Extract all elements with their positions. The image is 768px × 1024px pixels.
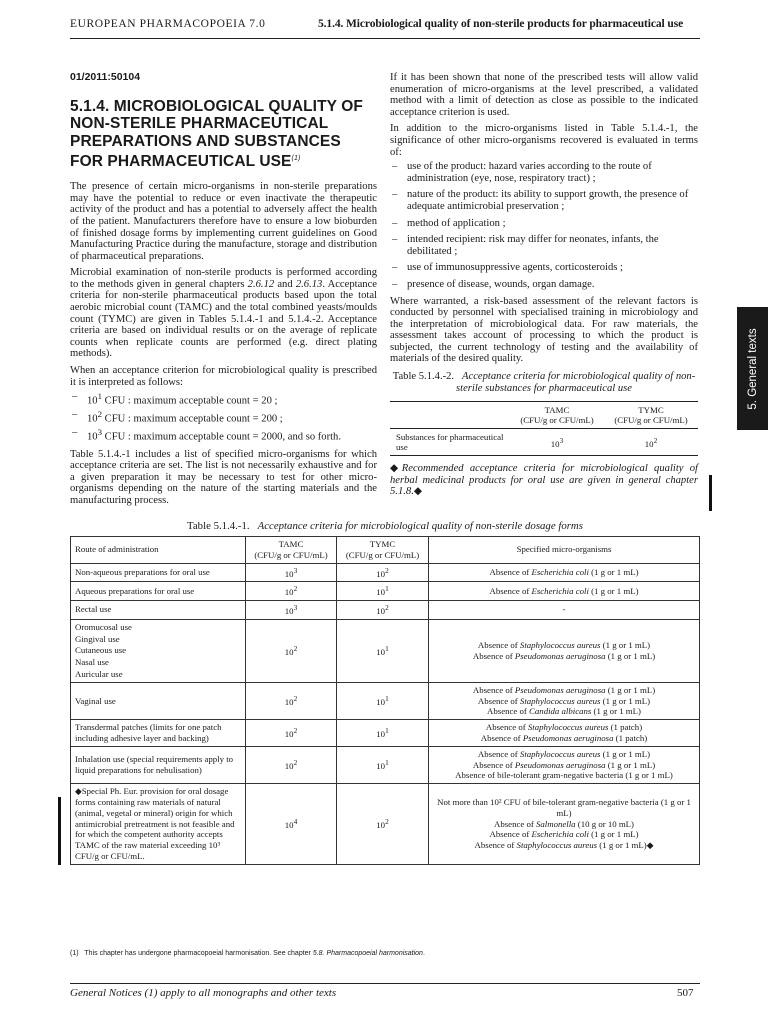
table1-tamc-value-exp: 2 <box>293 694 298 704</box>
table2-tamc-name: TAMC <box>544 405 570 416</box>
table1-tymc-value: $10^1$ <box>337 582 429 601</box>
table1-header-tamc <box>246 537 337 564</box>
table1-row <box>71 563 700 582</box>
specified-organism-line <box>433 749 695 760</box>
table2-caption <box>390 371 698 395</box>
route-line: Cutaneous use <box>75 645 127 656</box>
route-line: Aqueous preparations for oral use <box>75 585 195 596</box>
table1-tymc-value: $10^2$ <box>337 563 429 582</box>
table1-tamc-name: TAMC <box>278 539 304 549</box>
route-line: Oromucosal use <box>75 621 132 632</box>
table1-route-cell <box>71 563 246 582</box>
specified-text: Absence of <box>472 759 515 770</box>
organism-name: Staphylococcus aureus <box>527 722 609 733</box>
table2-substances <box>390 401 698 456</box>
table1-specified-cell <box>429 746 700 783</box>
specified-organism-line <box>433 840 695 851</box>
criterion-exponent: 2 <box>97 409 103 420</box>
table1-tamc-unit: (CFU/g or CFU/mL) <box>254 549 328 560</box>
table2-tamc-exp: 3 <box>559 435 564 445</box>
table1-route-cell <box>71 601 246 620</box>
specified-text: Absence of <box>477 639 520 650</box>
organism-name: Salmonella <box>536 818 576 829</box>
table2-tymc-name: TYMC <box>638 405 664 416</box>
specified-text: Absence of <box>485 722 528 733</box>
route-line: Vaginal use <box>75 695 116 706</box>
specified-text: (1 g or 1 mL) <box>605 650 656 661</box>
table1-header-row <box>71 537 700 564</box>
factor-item: – use of the product: hazard varies according to the route of administration (eye, nose, respiratory tract) ; <box>390 161 698 184</box>
methods-text-a: Microbial examination of non-sterile products is performed according to the methods given in general chapters <box>70 267 377 290</box>
significance-paragraph: In addition to the micro-organisms listed in Table 5.1.4.-1, the significance of other micro-organisms recovered is evaluated in terms of: <box>390 123 698 158</box>
criterion-text: CFU : maximum acceptable count = 2000, and so forth. <box>102 432 342 443</box>
specified-text: (1 g or 1 mL) <box>591 706 641 717</box>
organism-name: Staphylococcus aureus <box>519 695 601 706</box>
table1-route-cell <box>71 682 246 719</box>
table1-specified-cell <box>429 784 700 865</box>
table1-tymc-value-exp: 2 <box>385 565 389 575</box>
table1-body <box>71 563 700 864</box>
specified-text: Absence of bile-tolerant gram-negative bacteria (1 g or 1 mL) <box>455 770 673 781</box>
specified-organism-line <box>433 640 695 651</box>
title-footnote-mark: (1) <box>291 155 301 163</box>
table1-tamc-value-exp: 4 <box>293 817 298 827</box>
table2-tamc-value: $10^3$ <box>550 435 564 449</box>
herbal-recommendation-text: Recommended acceptance criteria for microbiological quality of herbal medicinal products for oral use are given in general chapter 5.1.8. <box>390 463 698 498</box>
table1-header-route: Route of administration <box>71 537 246 564</box>
table1-row <box>71 746 700 783</box>
table1-tymc-value: $10^1$ <box>337 746 429 783</box>
table1-tymc-unit: (CFU/g or CFU/mL) <box>345 549 420 560</box>
table2-tymc-unit: (CFU/g or CFU/mL) <box>614 415 688 426</box>
specified-organism-line <box>433 604 695 615</box>
footer-general-notices: General Notices (1) apply to all monographs and other texts <box>70 987 337 999</box>
organism-name: Pseudomonas aeruginosa <box>514 684 606 695</box>
table1-header-tymc <box>337 537 429 564</box>
table1-tymc-value: $10^2$ <box>337 784 429 865</box>
specified-text: Absence of <box>487 706 530 717</box>
footer-rule <box>70 983 700 984</box>
organism-name: Escherichia coli <box>531 829 589 840</box>
table1-specified-cell <box>429 582 700 601</box>
footnote-chapter-ref: 5.8. Pharmacopoeial harmonisation <box>312 950 423 957</box>
route-line: Auricular use <box>75 668 123 679</box>
organism-name: Staphylococcus aureus <box>516 840 598 851</box>
left-column <box>70 72 377 512</box>
criterion-text: CFU : maximum acceptable count = 20 ; <box>102 395 278 407</box>
specified-text: Absence of <box>489 829 532 840</box>
methods-text-b: and <box>274 278 296 290</box>
running-header-right: 5.1.4. Microbiological quality of non-sterile products for pharmaceutical use <box>318 18 684 30</box>
factor-item: – intended recipient: risk may differ for neonates, infants, the debilitated ; <box>390 234 698 257</box>
specified-text: Absence of <box>474 840 517 851</box>
methods-text-c: . Acceptance criteria for non-sterile pharmaceutical products based upon the total aerobic microbial count (TAMC) and the total combined yeasts/moulds count (TYMC) are given in Tables 5.1.4.-1 and 5.1.4.-2. Acceptance criteria are based on individual results or on the average of replicate counts when replicate counts are performed (e.g. direct plating methods). <box>70 278 377 360</box>
table1-specified-cell <box>429 682 700 719</box>
table1-tamc-value: $10^3$ <box>246 601 337 620</box>
specified-text: Absence of <box>489 567 532 578</box>
criterion-item: – $10^3$ CFU : maximum acceptable count = 2000, and so forth. <box>70 427 377 443</box>
specified-organism-line <box>433 760 695 771</box>
table2-header-blank <box>390 402 510 429</box>
table1-tamc-value: $10^2$ <box>246 619 337 682</box>
specified-text: Absence of <box>493 818 536 829</box>
organism-name: Staphylococcus aureus <box>519 639 601 650</box>
specified-text: Absence of <box>472 650 515 661</box>
table1-dosage-forms <box>70 536 700 865</box>
section-tab-label: 5. General texts <box>746 327 759 410</box>
table1-tymc-value-exp: 2 <box>385 603 389 613</box>
table1-tamc-value: $10^2$ <box>246 746 337 783</box>
risk-assessment-paragraph: Where warranted, a risk-based assessment of the relevant factors is conducted by personnel with specialised training in microbiology and the interpretation of microbiological data. For raw materials, the assessment takes account of processing to which the product is subjected, the current technology of testing and the availability of materials of the desired quality. <box>390 295 698 365</box>
organism-name: Pseudomonas aeruginosa <box>522 732 614 743</box>
specified-text: Absence of <box>477 695 520 706</box>
specified-text: (1 g or 1 mL) <box>605 759 656 770</box>
table1-specified-cell <box>429 601 700 620</box>
route-line: Rectal use <box>75 604 112 615</box>
specified-organism-line <box>433 685 695 696</box>
table1-tamc-value-exp: 2 <box>293 643 298 653</box>
specified-organism-line <box>433 696 695 707</box>
table1-row <box>71 619 700 682</box>
table1-specified-cell <box>429 720 700 747</box>
organism-name: Staphylococcus aureus <box>519 748 601 759</box>
table1-specified-cell <box>429 619 700 682</box>
factor-item: – method of application ; <box>390 218 698 230</box>
table1-route-cell <box>71 784 246 865</box>
page-number: 507 <box>677 987 694 999</box>
table1-specified-cell <box>429 563 700 582</box>
organism-name: Pseudomonas aeruginosa <box>514 759 606 770</box>
factor-item: – presence of disease, wounds, organ damage. <box>390 279 698 291</box>
header-rule <box>70 38 700 39</box>
organism-name: Pseudomonas aeruginosa <box>514 650 606 661</box>
specified-text: (1 patch) <box>613 732 648 743</box>
specified-text: (1 g or 1 mL) <box>588 567 639 578</box>
criterion-exponent: 3 <box>97 427 103 438</box>
organism-name: Escherichia coli <box>531 585 589 596</box>
table2-tamc-unit: (CFU/g or CFU/mL) <box>520 415 594 426</box>
table1-tymc-name: TYMC <box>369 539 396 549</box>
table2-header-tymc <box>604 402 698 429</box>
table1-row <box>71 720 700 747</box>
route-line: Non-aqueous preparations for oral use <box>75 567 210 578</box>
table1-tamc-value: $10^2$ <box>246 582 337 601</box>
specified-organism-line <box>433 567 695 578</box>
section-title <box>70 98 377 172</box>
table2-header-tamc <box>510 402 604 429</box>
table1-row <box>71 601 700 620</box>
table1-row <box>71 582 700 601</box>
table1-caption-text: Acceptance criteria for microbiological quality of non-sterile dosage forms <box>257 520 583 532</box>
specified-text: (10 g or 10 mL) <box>575 818 634 829</box>
criterion-intro-paragraph: When an acceptance criterion for microbiological quality is prescribed it is interpreted as follows: <box>70 365 377 388</box>
table1-tamc-value: $10^4$ <box>246 784 337 865</box>
table1-tamc-value-exp: 2 <box>293 584 298 594</box>
specified-organism-line <box>433 770 695 781</box>
specified-text: (1 g or 1 mL) <box>600 748 651 759</box>
table1-tamc-value: $10^2$ <box>246 720 337 747</box>
section-tab <box>737 307 768 430</box>
methods-paragraph <box>70 267 377 360</box>
running-header-left: EUROPEAN PHARMACOPOEIA 7.0 <box>70 18 266 30</box>
criterion-list <box>70 391 377 443</box>
table1-header-specified: Specified micro-organisms <box>429 537 700 564</box>
table1-tamc-value: $10^2$ <box>246 682 337 719</box>
table1-tamc-value-exp: 3 <box>293 565 298 575</box>
table1-tamc-value-exp: 2 <box>293 726 298 736</box>
table1-caption <box>70 520 700 532</box>
table1-tymc-value-exp: 1 <box>385 758 389 768</box>
criterion-item: – $10^2$ CFU : maximum acceptable count = 200 ; <box>70 409 377 425</box>
route-line: Gingival use <box>75 633 120 644</box>
footnote <box>70 950 425 957</box>
table1-tamc-value-exp: 2 <box>293 758 298 768</box>
organism-name: Candida albicans <box>529 706 592 717</box>
table1-tymc-value: $10^2$ <box>337 601 429 620</box>
chapter-ref-2612: 2.6.12 <box>247 278 275 290</box>
change-bar-left <box>58 797 61 865</box>
table1-tymc-value-exp: 1 <box>385 726 389 736</box>
table2-row <box>390 429 698 456</box>
route-line: Inhalation use (special requirements apply to liquid preparations for nebulisation) <box>75 754 234 775</box>
table2-label: Table 5.1.4.-2. <box>392 371 455 383</box>
monograph-reference: 01/2011:50104 <box>70 71 141 83</box>
specified-organism-line <box>433 706 695 717</box>
specified-text: (1 g or 1 mL)◆ <box>597 840 654 851</box>
table1-tymc-value-exp: 2 <box>385 817 389 827</box>
specified-organism-line <box>433 586 695 597</box>
table1-route-cell <box>71 582 246 601</box>
table1-tamc-value-exp: 3 <box>293 603 298 613</box>
criterion-exponent: 1 <box>97 391 103 402</box>
factor-item: – use of immunosuppressive agents, corticosteroids ; <box>390 262 698 274</box>
factor-list <box>390 161 698 290</box>
table2-row-label: Substances for pharmaceutical use <box>396 432 504 453</box>
specified-text: (1 g or 1 mL) <box>605 684 656 695</box>
footnote-mark: (1) <box>70 950 79 957</box>
specified-text: Not more than 10² CFU of bile-tolerant gram-negative bacteria (1 g or 1 mL) <box>437 796 691 818</box>
table1-route-cell <box>71 619 246 682</box>
intro-paragraph: The presence of certain micro-organisms in non-sterile preparations may have the potential to reduce or even inactivate the therapeutic activity of the product and has a potential to adversely affect the health of the patient. Manufacturers therefore have to ensure a low bioburden of finished dosage forms by implementing current guidelines on Good Manufacturing Practice during the manufacture, storage and distribution of pharmaceutical preparations. <box>70 181 377 262</box>
table1-label: Table 5.1.4.-1. <box>187 520 250 532</box>
specified-text: Absence of <box>480 732 523 743</box>
footnote-text: This chapter has undergone pharmacopoeial harmonisation. See chapter <box>84 950 313 957</box>
table1-route-cell <box>71 720 246 747</box>
specified-text: (1 patch) <box>608 722 643 733</box>
table1-tymc-value-exp: 1 <box>385 694 389 704</box>
table2-header-row <box>390 402 698 429</box>
specified-text: (1 g or 1 mL) <box>600 695 651 706</box>
validation-paragraph: If it has been shown that none of the prescribed tests will allow valid enumeration of micro-organisms at the level prescribed, a validated method with a limit of detection as close as possible to the indicated acceptance criterion is used. <box>390 72 698 118</box>
table1-route-cell <box>71 746 246 783</box>
specified-text: (1 g or 1 mL) <box>588 829 639 840</box>
specified-organism-line <box>433 651 695 662</box>
table1-tymc-value: $10^1$ <box>337 619 429 682</box>
specified-text: Absence of <box>477 748 520 759</box>
specified-text: (1 g or 1 mL) <box>600 639 651 650</box>
organism-name: Escherichia coli <box>531 567 589 578</box>
factor-item: – nature of the product: its ability to support growth, the presence of adequate antimicrobial preservation ; <box>390 189 698 212</box>
table1-tamc-value: $10^3$ <box>246 563 337 582</box>
route-line: Transdermal patches (limits for one patch including adhesive layer and backing) <box>75 722 222 743</box>
change-bar-right <box>709 475 712 511</box>
specified-organism-line <box>433 797 695 819</box>
specified-organism-line <box>433 829 695 840</box>
route-line: Nasal use <box>75 657 109 668</box>
table2-tymc-value: $10^2$ <box>644 435 658 449</box>
specified-organism-line <box>433 819 695 830</box>
specified-text: - <box>562 604 566 615</box>
table2-caption-text: Acceptance criteria for microbiological quality of non-sterile substances for pharmaceutical use <box>456 371 696 395</box>
table1-row <box>71 784 700 865</box>
specified-organism-line <box>433 733 695 744</box>
table1-tymc-value: $10^1$ <box>337 720 429 747</box>
table2-tymc-exp: 2 <box>653 435 658 445</box>
criterion-item: – $10^1$ CFU : maximum acceptable count = 20 ; <box>70 391 377 407</box>
table1-row <box>71 682 700 719</box>
route-line: ◆Special Ph. Eur. provision for oral dosage forms containing raw materials of natural (animal, vegetal or mineral) origin for which antimicrobial pretreatment is not feasible and for which the competent authority accepts TAMC of the raw material exceeding 10³ CFU/g or CFU/mL. <box>75 786 235 861</box>
table1-tymc-value-exp: 1 <box>385 643 389 653</box>
criterion-text: CFU : maximum acceptable count = 200 ; <box>102 413 283 425</box>
herbal-recommendation: ◆Recommended acceptance criteria for microbiological quality of herbal medicinal products for oral use are given in general chapter 5.1.8.◆ <box>390 463 698 498</box>
specified-text: Absence of <box>489 585 532 596</box>
table1-tymc-value: $10^1$ <box>337 682 429 719</box>
footnote-text-end: . <box>422 950 425 957</box>
specified-organisms-paragraph: Table 5.1.4.-1 includes a list of specified micro-organisms for which acceptance criteria are set. The list is not necessarily exhaustive and for a given preparation it may be necessary to test for other micro-organisms depending on the nature of the starting materials and the manufacturing process. <box>70 448 377 506</box>
table1-tymc-value-exp: 1 <box>385 584 389 594</box>
chapter-ref-2613: 2.6.13 <box>295 278 323 290</box>
specified-organism-line <box>433 722 695 733</box>
right-column <box>390 72 698 503</box>
specified-text: (1 g or 1 mL) <box>588 585 639 596</box>
section-title-text: 5.1.4. MICROBIOLOGICAL QUALITY OF NON-STERILE PHARMACEUTICAL PREPARATIONS AND SUBSTANCES FOR PHARMACEUTICAL USE <box>70 97 363 171</box>
specified-text: Absence of <box>472 684 515 695</box>
